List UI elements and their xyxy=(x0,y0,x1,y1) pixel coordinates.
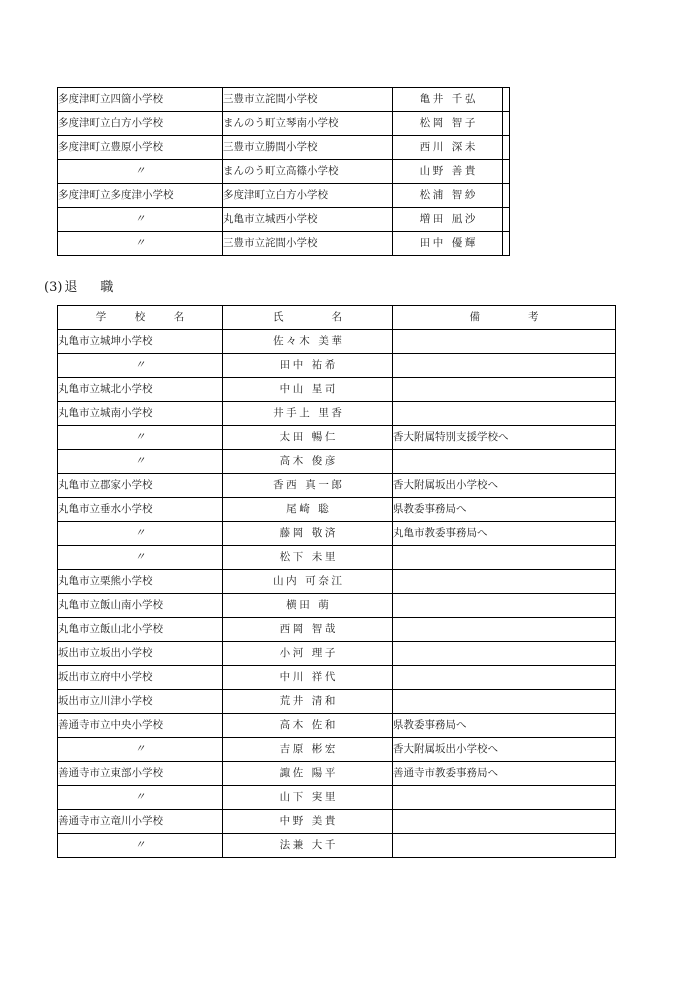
school-cell: 坂出市立坂出小学校 xyxy=(58,642,223,666)
name-cell: 中川 祥代 xyxy=(223,666,393,690)
remark-cell-empty xyxy=(393,834,616,858)
remark-cell-empty xyxy=(503,208,510,232)
table-row xyxy=(58,666,616,690)
remark-cell-empty xyxy=(503,184,510,208)
school-cell: まんのう町立琴南小学校 xyxy=(223,112,393,136)
ditto-mark-cell: 〃 xyxy=(58,450,223,474)
ditto-mark-cell: 〃 xyxy=(58,232,223,256)
remark-cell: 善通寺市教委事務局へ xyxy=(393,762,616,786)
name-cell: 佐々木 美華 xyxy=(223,330,393,354)
school-cell: 丸亀市立郡家小学校 xyxy=(58,474,223,498)
name-cell: 小河 理子 xyxy=(223,642,393,666)
table-row xyxy=(58,88,510,112)
section-title: 退 職 xyxy=(64,280,119,295)
name-cell: 高木 佐和 xyxy=(223,714,393,738)
name-cell: 田中 優輝 xyxy=(393,232,503,256)
school-cell: 三豊市立詫間小学校 xyxy=(223,232,393,256)
name-cell: 太田 暢仁 xyxy=(223,426,393,450)
column-header-school: 学 校 名 xyxy=(58,306,223,330)
retirements-table xyxy=(57,305,616,858)
school-cell: 丸亀市立城南小学校 xyxy=(58,402,223,426)
school-cell: 丸亀市立栗熊小学校 xyxy=(58,570,223,594)
ditto-mark-cell: 〃 xyxy=(58,738,223,762)
ditto-mark-cell: 〃 xyxy=(58,426,223,450)
name-cell: 山下 実里 xyxy=(223,786,393,810)
remark-cell: 県教委事務局へ xyxy=(393,498,616,522)
retirements-table-head xyxy=(58,306,616,330)
table-row xyxy=(58,714,616,738)
remark-cell-empty xyxy=(393,330,616,354)
remark-cell-empty xyxy=(393,594,616,618)
section-heading xyxy=(44,279,118,297)
transfers-table-body xyxy=(58,88,510,256)
ditto-mark-cell: 〃 xyxy=(58,546,223,570)
ditto-mark-cell: 〃 xyxy=(58,354,223,378)
remark-cell-empty xyxy=(393,354,616,378)
remark-cell: 丸亀市教委事務局へ xyxy=(393,522,616,546)
school-cell: 丸亀市立飯山南小学校 xyxy=(58,594,223,618)
name-cell: 諏佐 陽平 xyxy=(223,762,393,786)
remark-cell-empty xyxy=(393,378,616,402)
remark-cell-empty xyxy=(503,112,510,136)
table-row xyxy=(58,402,616,426)
ditto-mark-cell: 〃 xyxy=(58,160,223,184)
table-row xyxy=(58,786,616,810)
table-row xyxy=(58,594,616,618)
remark-cell: 香大附属坂出小学校へ xyxy=(393,738,616,762)
name-cell: 尾崎 聡 xyxy=(223,498,393,522)
remark-cell-empty xyxy=(393,450,616,474)
table-row xyxy=(58,642,616,666)
table-row xyxy=(58,426,616,450)
remark-cell-empty xyxy=(503,136,510,160)
ditto-mark-cell: 〃 xyxy=(58,208,223,232)
table-row xyxy=(58,354,616,378)
name-cell: 中野 美貴 xyxy=(223,810,393,834)
name-cell: 中山 星司 xyxy=(223,378,393,402)
school-cell: 善通寺市立東部小学校 xyxy=(58,762,223,786)
table-row xyxy=(58,690,616,714)
name-cell: 高木 俊彦 xyxy=(223,450,393,474)
school-cell: 善通寺市立中央小学校 xyxy=(58,714,223,738)
name-cell: 亀井 千弘 xyxy=(393,88,503,112)
name-cell: 西川 深未 xyxy=(393,136,503,160)
remark-cell: 香大附属坂出小学校へ xyxy=(393,474,616,498)
school-cell: 丸亀市立城北小学校 xyxy=(58,378,223,402)
name-cell: 横田 萌 xyxy=(223,594,393,618)
school-cell: 坂出市立府中小学校 xyxy=(58,666,223,690)
name-cell: 荒井 清和 xyxy=(223,690,393,714)
table-row xyxy=(58,618,616,642)
table-row xyxy=(58,136,510,160)
table-row xyxy=(58,112,510,136)
table-row xyxy=(58,762,616,786)
remark-cell: 香大附属特別支援学校へ xyxy=(393,426,616,450)
retirements-table-body xyxy=(58,330,616,858)
name-cell: 山野 善貴 xyxy=(393,160,503,184)
table-row xyxy=(58,522,616,546)
ditto-mark-cell: 〃 xyxy=(58,834,223,858)
remark-cell-empty xyxy=(393,666,616,690)
school-cell: まんのう町立高篠小学校 xyxy=(223,160,393,184)
school-cell: 丸亀市立垂水小学校 xyxy=(58,498,223,522)
table-row xyxy=(58,330,616,354)
school-cell: 丸亀市立城西小学校 xyxy=(223,208,393,232)
remark-cell-empty xyxy=(393,642,616,666)
name-cell: 香西 真一郎 xyxy=(223,474,393,498)
name-cell: 藤岡 敬済 xyxy=(223,522,393,546)
name-cell: 山内 可奈江 xyxy=(223,570,393,594)
table-row xyxy=(58,160,510,184)
name-cell: 井手上 里香 xyxy=(223,402,393,426)
table-row xyxy=(58,232,510,256)
table-row xyxy=(58,498,616,522)
school-cell: 三豊市立詫間小学校 xyxy=(223,88,393,112)
table-row xyxy=(58,450,616,474)
remark-cell-empty xyxy=(393,546,616,570)
remark-cell-empty xyxy=(393,810,616,834)
school-cell: 多度津町立多度津小学校 xyxy=(58,184,223,208)
school-cell: 多度津町立豊原小学校 xyxy=(58,136,223,160)
table-row xyxy=(58,208,510,232)
name-cell: 松岡 智子 xyxy=(393,112,503,136)
table-header-row xyxy=(58,306,616,330)
name-cell: 松下 未里 xyxy=(223,546,393,570)
remark-cell-empty xyxy=(503,88,510,112)
table-row xyxy=(58,570,616,594)
remark-cell-empty xyxy=(393,786,616,810)
remark-cell: 県教委事務局へ xyxy=(393,714,616,738)
table-row xyxy=(58,378,616,402)
remark-cell-empty xyxy=(503,232,510,256)
section-number: (3) xyxy=(44,280,63,295)
remark-cell-empty xyxy=(503,160,510,184)
transfers-table xyxy=(57,87,510,256)
ditto-mark-cell: 〃 xyxy=(58,522,223,546)
remark-cell-empty xyxy=(393,690,616,714)
column-header-remark: 備 考 xyxy=(393,306,616,330)
table-row xyxy=(58,184,510,208)
table-row xyxy=(58,810,616,834)
table-row xyxy=(58,738,616,762)
ditto-mark-cell: 〃 xyxy=(58,786,223,810)
school-cell: 多度津町立四箇小学校 xyxy=(58,88,223,112)
name-cell: 増田 凪沙 xyxy=(393,208,503,232)
column-header-name: 氏 名 xyxy=(223,306,393,330)
name-cell: 法兼 大千 xyxy=(223,834,393,858)
remark-cell-empty xyxy=(393,570,616,594)
school-cell: 多度津町立白方小学校 xyxy=(58,112,223,136)
remark-cell-empty xyxy=(393,402,616,426)
school-cell: 坂出市立川津小学校 xyxy=(58,690,223,714)
name-cell: 吉原 彬宏 xyxy=(223,738,393,762)
school-cell: 善通寺市立竜川小学校 xyxy=(58,810,223,834)
school-cell: 丸亀市立飯山北小学校 xyxy=(58,618,223,642)
school-cell: 多度津町立白方小学校 xyxy=(223,184,393,208)
name-cell: 田中 祐希 xyxy=(223,354,393,378)
table-row xyxy=(58,474,616,498)
school-cell: 丸亀市立城坤小学校 xyxy=(58,330,223,354)
table-row xyxy=(58,834,616,858)
remark-cell-empty xyxy=(393,618,616,642)
table-row xyxy=(58,546,616,570)
name-cell: 松浦 智紗 xyxy=(393,184,503,208)
name-cell: 西岡 智哉 xyxy=(223,618,393,642)
school-cell: 三豊市立勝間小学校 xyxy=(223,136,393,160)
